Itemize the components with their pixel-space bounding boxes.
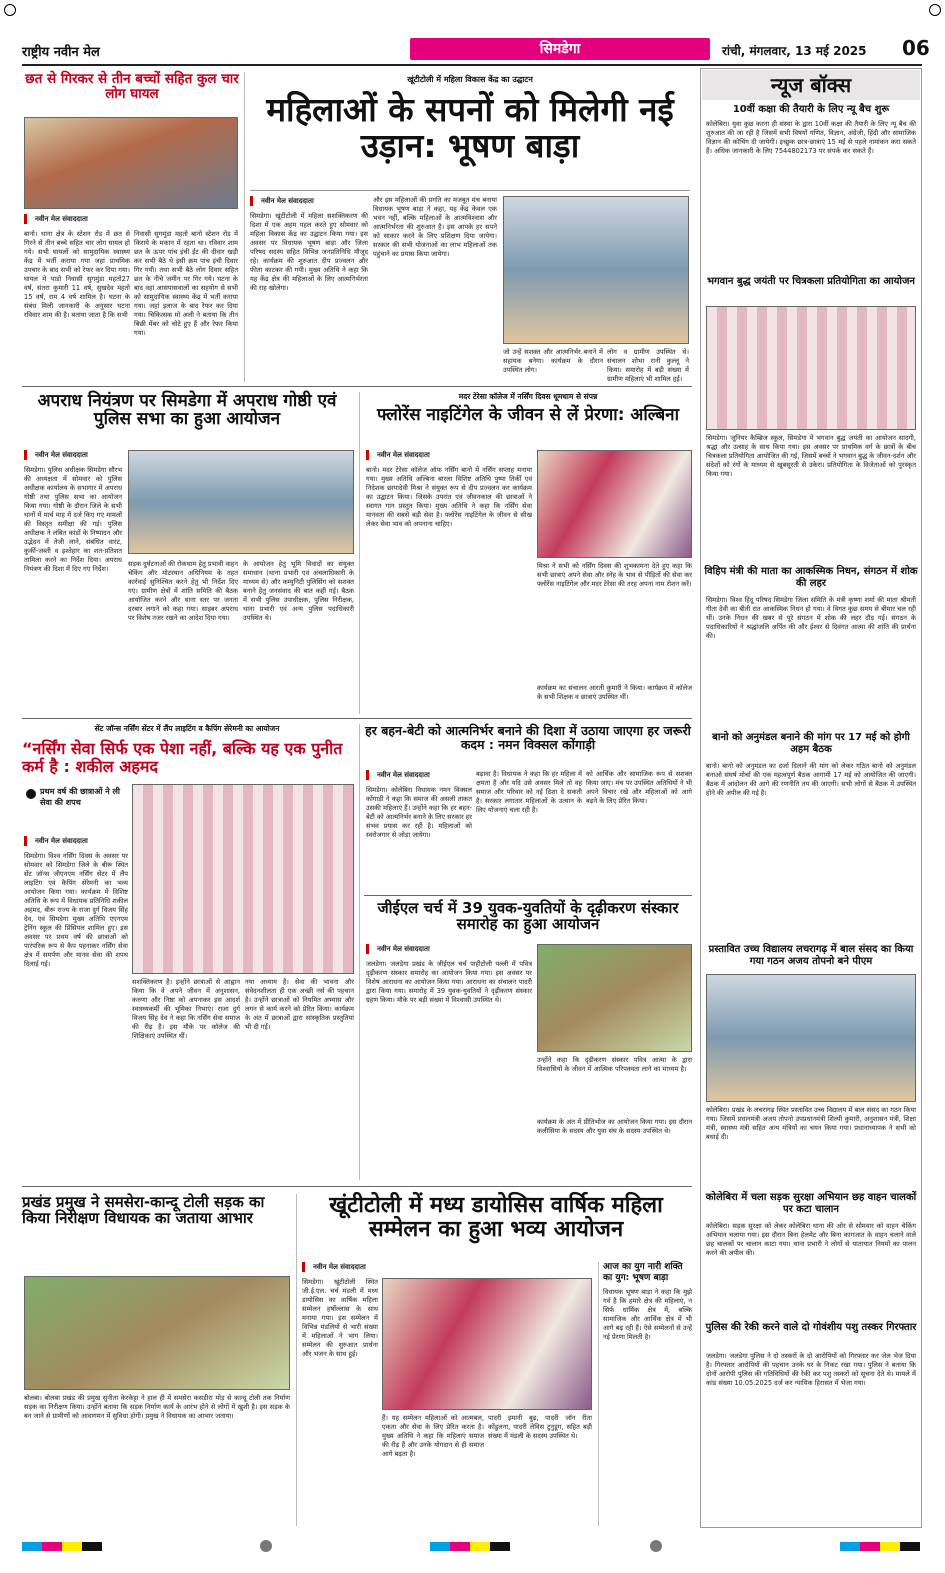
section-rule: [22, 1186, 692, 1187]
newsbox-item1-body: कोलेबिरा। युवा कुछ करना ही संस्था के द्वारा 10वीं कक्षा की तैयारी के लिए न्यू बैच की शुरुआत की जा रही है जिसमें सभी विषयों गणित, विज्ञान, अंग्रेजी, हिंदी और सामाजिक विज्ञान की कोचिंग दी जायेगी। इच्छुक छात्र-छात्राएं 15 मई से पहले नामांकन करा सकते हैं। अधिक जानकारी के लिए 7544802173 पर संपर्क कर सकते हैं।: [706, 120, 916, 155]
newsbox-item3-title: विहिप मंत्री की माता का आकस्मिक निधन, संगठन में शोक की लहर: [704, 566, 918, 589]
newsbox-item2-title: भगवान बुद्ध जयंती पर चित्रकला प्रतियोगिता का आयोजन: [707, 276, 915, 287]
newsbox-item2-photo: [706, 306, 916, 430]
story1-body-col1: बानो। थाना क्षेत्र के स्टेशन रोड में छत से गिरने से तीन बच्चे सहित चार लोग घायल हो गये। सभी घायलों को सामुदायिक स्वास्थ्य केंद्र में भर्ती कराया गया जहां प्राथमिक उपचार के बाद सभी को रेफर कर दिया गया। घायल मे पाडो निवासी सुगमुंडा महतो27 वर्ष, संतरा कुमारी 11 वर्ष, सुखदेव महतो 15 वर्ष, राम 4 वर्ष शामिल है। घटना के संबंध मिली जानकारी के अनुसार घटना रविवार शाम की है। बताया जाता है कि सभी: [24, 230, 130, 319]
section-rule: [364, 895, 692, 896]
registration-mark-icon: [260, 1540, 272, 1552]
story3-body-col3: के आयोजन हेतु भूमि विवादों का संयुक्त समाधान (थाना प्रभारी एवं अंचलाधिकारी के माध्यम से) और कम्युनिटी पुलिसिंग को सशक्त बनाने हेतु जनसंवाद की बात कही गई। बैठक में सभी पुलिस उपाधीक्षक, पुलिस निरीक्षक, थाना प्रभारी एवं अन्य पुलिस पदाधिकारी उपस्थित थे।: [243, 560, 354, 622]
story8-headline: प्रखंड प्रमुख ने समसेरा-कान्दू टोली सड़क का किया निरीक्षण विधायक का जताया आभार: [22, 1193, 265, 1228]
column-rule: [359, 724, 360, 1180]
story7-photo-caption: उन्होंने कहा कि दृढ़ीकरण संस्कार पवित्र आत्मा के द्वारा विश्वासियों के जीवन में आत्मिक परिपक्वता लाने का माध्यम है।: [537, 1056, 692, 1073]
page-number: 06: [902, 36, 930, 60]
story5-body-col2: सशक्तिकरण है। इन्होंने छात्राओं से आह्वान किया कि वे अपने जीवन में अनुशासन, करुणा और निष्ठा को अपनाकर इस आदर्श स्वास्थ्यकर्मी की भूमिका निभाएं। राजा दुर्ग विजय सिंह देव ने कहा कि नर्सिंग सेवा समाज की रीढ़ है। इस मौके पर कॉलेज की शिक्षिकाएं उपस्थित थीं।: [132, 978, 240, 1040]
story6-body-col2: बढ़ावा है। विधायक ने कहा कि हर महिला में क्षमता है और यदि उसे अवसर मिले तो वह समाज और परिवार को नई दिशा दे सकती है। सरकार लगातार महिलाओं के उत्थान के लिए योजनाएं चला रही है।: [476, 770, 582, 814]
story3-byline: नवीन मेल संवाददाता: [24, 450, 124, 460]
story3-photo: [128, 450, 354, 554]
masthead-rule: [22, 64, 922, 66]
section-banner: [410, 38, 710, 60]
newsbox-item5-photo: [706, 974, 916, 1102]
story2-kicker: खूंटीटोली में महिला विकास केंद्र का उद्घाटन: [407, 75, 533, 84]
story6-body-col1: सिमडेगा। कोलेबिरा विधायक नमन विक्सल कोंगाड़ी ने कहा कि समाज की असली ताकत उसकी महिलाएं हैं। उन्होंने कहा कि हर बहन-बेटी को आत्मनिर्भर बनाने के लिए सरकार हर संभव प्रयास कर रही है। महिलाओं को स्वरोजगार से जोड़ा जायेगा।: [366, 786, 472, 839]
dateline: रांची, मंगलवार, 13 मई 2025: [722, 44, 867, 58]
story6-headline: हर बहन-बेटी को आत्मनिर्भर बनाने की दिशा में उठाया जाएगा हर जरूरी कदम : नमन विक्सल कोंगाड़ी: [365, 723, 691, 752]
newsbox-header: [702, 70, 920, 100]
story2-headline: महिलाओं के सपनों को मिलेगी नई उड़ान: भूषण बाड़ा: [266, 90, 674, 165]
story2-body-col2: और इस महिलाओं की प्रगति का मजबूत मंच बनाया विधायक भूषण बाड़ा ने कहा, यह केंद्र केवल एक भवन नहीं, बल्कि महिलाओं के आत्मविश्वास और आत्मनिर्भरता की शुरुआत है। इस आपके हर सपने को साकार करने के लिए प्रशिक्षण दिया जायेगा। सरकार की सभी योजनाओं का लाभ महिलाओं तक पहुंचाने का प्रयास किया जायेगा।: [373, 196, 497, 258]
story2-byline: नवीन मेल संवाददाता: [250, 196, 370, 206]
story6-body-col3: को आर्थिक और सामाजिक रूप से सशक्त किया जाए। मंच पर उपस्थित अतिथियों ने भी अपने विचार रखे और महिलाओं को आगे बढ़ने के लिए प्रेरित किया।: [586, 770, 692, 805]
story5-bullet-icon: [26, 789, 36, 799]
story9-headline: खूंटीटोली में मध्य डायोसिस वार्षिक महिला सम्मेलन का हुआ भव्य आयोजन: [329, 1193, 663, 1242]
story4-headline: फ्लोरेंस नाइटिंगेल के जीवन से लें प्रेरणा: अल्बिना: [376, 405, 680, 425]
story7-byline: नवीन मेल संवाददाता: [366, 944, 476, 954]
masthead: [22, 36, 930, 62]
column-rule: [296, 1194, 297, 1526]
column-rule: [244, 72, 245, 382]
registration-mark-icon: [929, 4, 941, 16]
story5-body-col1: सिमडेगा। विश्व नर्सिंग दिवस के अवसर पर सोमवार को सिमडेगा जिले के बीरू स्थित सेंट जॉन्स जीएनएम नर्सिंग सेंटर में लैंप लाइटिंग एवं कैपिंग सेरेमनी का भव्य आयोजन किया गया। कार्यक्रम में विशिष्ट अतिथि के रूप में विधायक प्रतिनिधि शकील अहमद, बीरू राज्य के राजा दुर्ग विजय सिंह देव, एवं सिमडेगा मुख्य अतिथि एएनएम ट्रेनिंग स्कूल की प्रिंसिपल शामिल हुए। इस अवसर पर प्रथम वर्ष की छात्राओं को पारंपरिक रूप से कैप पहनाकर नर्सिंग सेवा क्षेत्र में समर्पण और मानव सेवा की शपथ दिलाई गई।: [24, 852, 128, 968]
story3-body-col2: सड़क दुर्घटनाओं की रोकथाम हेतु प्रभावी वाहन चेकिंग और मोटरयान अधिनियम के तहत कार्रवाई सुनिश्चित करने हेतु भी निर्देश दिए गए। ग्रामीण क्षेत्रों में शांति समिति की बैठक आयोजित करने और थाना स्तर पर जनता दरबार लगाने को कहा गया। साइबर अपराध पर विशेष नजर रखने का आदेश दिया गया।: [128, 560, 238, 622]
story1-body-col2: निवासी सुगमुंडा महतो बानो स्टेशन रोड में किराये के मकान में रहता था। रविवार शाम छत के ऊपर पांच इंची ईंट की दीवार खड़ी कर सभी बैठे थे इसी क्रम पांच इंची दिवार गिर गयी। तथा सभी बैठे लोग दिवार सहित छत के नीचे जमीन पर गिर गये। घटना के बाद वहां आसपासवालों का सहयोग से सभी को सामुदायिक स्वास्थ्य केंद्र में भर्ती कराया गया। जहां इलाज के बाद रेफर कर दिया गया। चिकित्सक मो अली ने बताया कि तीन बिछी मेंबर को चोटे हुए हैं और रेफर किया गया।: [134, 230, 238, 337]
story4-photo-caption: मिश्रा ने सभी को नर्सिंग दिवस की शुभकामना देते हुए कहा कि सभी छात्राएं अपने सेवा और स्नेह के भाव से पीड़ितों की सेवा कर फ्लोरेंस नाइटिंगेल और मदर टेरेसा की तरह अपना नाम रोशन करें।: [537, 562, 692, 588]
color-bar: [840, 1542, 920, 1551]
newsbox-item6-body: कोलेबिरा। सड़क सुरक्षा को लेकर कोलेबिरा थाना की ओर से सोमवार को वाहन चेकिंग अभियान चलाया गया। इस दौरान बिना हेलमेट और बिना कागजात के वाहन चलाने वाले छह चालकों पर चालान काटा गया। थाना प्रभारी ने लोगों से यातायात नियमों का पालन करने की अपील की।: [706, 1222, 916, 1257]
story9-body-col2: हैं। यह सम्मेलन महिलाओं को आत्मबल, एकता और सेवा के लिए प्रेरित करता है। मुख्य अतिथि ने कहा कि महिलाएं समाज की रीढ़ हैं और उनके योगदान से ही समाज आगे बढ़ता है।: [382, 1414, 484, 1458]
story6-byline: नवीन मेल संवाददाता: [366, 770, 476, 780]
story3-headline: अपराध नियंत्रण पर सिमडेगा में अपराध गोष्ठी एवं पुलिस सभा का हुआ आयोजन: [37, 391, 337, 430]
newsbox-item4-body: बानो। बानो को अनुमंडल का दर्जा दिलाने की मांग को लेकर गठित बानो को अनुमंडल बनाओ संघर्ष मोर्चा की एक महत्वपूर्ण बैठक आगामी 17 मई को आयोजित की जाएगी। बैठक में आंदोलन की आगे की रणनीति तय की जाएगी। सभी लोगों से बैठक में उपस्थित होने की अपील की गई है।: [706, 762, 916, 797]
section-title: सिमडेगा: [539, 41, 581, 57]
story9-photo: [382, 1278, 592, 1410]
registration-mark-icon: [4, 4, 16, 16]
newsbox-item5-body: कोलेबिरा। प्रखंड के लचरागढ़ स्थित प्रस्तावित उच्च विद्यालय में बाल संसद का गठन किया गया। जिसमें प्रधानमंत्री अजय तोपनो उपप्रधानमंत्री शिल्पी कुमारी, अनुशासन मंत्री, शिक्षा मंत्री, स्वास्थ्य मंत्री सहित अन्य मंत्रियों का चयन किया गया। प्रधानाध्यापक ने सभी को बधाई दी।: [706, 1106, 916, 1141]
story3-body-col1: सिमडेगा। पुलिस अधीक्षक सिमडेगा सौरभ की अध्यक्षता में सोमवार को पुलिस अधीक्षक कार्यालय के सभागार में अपराध गोष्ठी तथा पुलिस सभा का आयोजन किया गया। गोष्ठी के दौरान जिले के सभी थानों में मार्च माह में दर्ज किए गए मामलों की विस्तृत समीक्षा की गई। पुलिस अधीक्षक ने लंबित कांडों के निष्पादन और उद्भेदन में तेजी लाने, संबंधित वारंट, कुर्की-जब्ती व इश्तेहार का शत-प्रतिशत तामिला करने का निर्देश दिया। अपराध नियंत्रण की दिशा में दिए गए निर्देश।: [24, 466, 122, 573]
story7-headline: जीईएल चर्च में 39 युवक-युवतियों के दृढ़ीकरण संस्कार समारोह का हुआ आयोजन: [377, 899, 679, 934]
newsbox-item3-body: सिमडेगा। विश्व हिंदू परिषद सिमडेगा जिला समिति के मंत्री कृष्णा शर्मा की माता श्रीमती गीता देवी का बीती रात आकस्मिक निधन हो गया। वे विगत कुछ समय से बीमार चल रही थीं। उनके निधन की खबर से पूरे संगठन में शोक की लहर दौड़ गई। संगठन के पदाधिकारियों ने श्रद्धांजलि अर्पित की और ईश्वर से दिवंगत आत्मा की शांति की प्रार्थना की।: [706, 596, 916, 640]
story9-sidebar-title: आज का युग नारी शक्ति का युग: भूषण बाड़ा: [603, 1262, 683, 1283]
story4-kicker: मदर टेरेसा कॉलेज में नर्सिंग दिवस धूमधाम से संपन्न: [458, 392, 598, 401]
story9-body-col1: सिमडेगा। खूंटीटोली स्थित जी.ई.एल. चर्च मंडली में मध्य डायोसिस का वार्षिक महिला सम्मेलन हर्षोल्लास के साथ मनाया गया। इस सम्मेलन में विभिन्न मंडलियों से भारी संख्या में महिलाओं ने भाग लिया। सम्मेलन की शुरुआत प्रार्थना और भजन के साथ हुई।: [302, 1278, 378, 1358]
section-rule: [22, 386, 692, 387]
newsbox-item6-title: कोलेबिरा में चला सड़क सुरक्षा अभियान छह वाहन चालकों पर कटा चालान: [705, 1192, 917, 1215]
story4-body-col1: बानो। मदर टेरेसा कॉलेज ऑफ नर्सिंग बानो में नर्सिंग सप्ताह मनाया गया। मुख्य अतिथि अल्बिना बारला विशिष्ट अतिथि पुष्पा तिर्की एवं निदेशक छायादेवी मिश्रा ने संयुक्त रूप से दीप प्रज्वलन कर कार्यक्रम का उद्घाटन किया। जिसके उपरांत एवं जीवनकाल की छात्राओं ने स्वागत गान प्रस्तुत किया। मुख्य अतिथि ने कहा कि नर्सिंग सेवा मानवता की सबसे बड़ी सेवा है। फ्लोरेंस नाइटिंगेल के जीवन से सीख लेकर सेवा भाव को अपनाना चाहिए।: [366, 466, 532, 528]
story5-byline: नवीन मेल संवाददाता: [24, 836, 124, 846]
newspaper-logo: राष्ट्रीय नवीन मेल: [22, 45, 100, 60]
color-bar: [430, 1542, 510, 1551]
story8-photo: [24, 1276, 290, 1390]
color-bar: [22, 1542, 102, 1551]
story9-sidebar-body: विधायक भूषण बाड़ा ने कहा कि मुझे गर्व है कि हमारे क्षेत्र की महिलाएं, न सिर्फ धार्मिक क्षेत्र में, बल्कि सामाजिक और आर्थिक क्षेत्र में भी आगे बढ़ रही हैं। ऐसे सम्मेलनों से उन्हें नई प्रेरणा मिलती है।: [603, 1288, 692, 1341]
column-rule: [359, 392, 360, 714]
story4-byline: नवीन मेल संवाददाता: [366, 450, 476, 460]
newsbox-title: न्यूज बॉक्स: [770, 73, 852, 97]
story5-headline: “नर्सिंग सेवा सिर्फ एक पेशा नहीं, बल्कि यह एक पुनीत कर्म है : शकील अहमद: [22, 739, 343, 776]
story5-subhead: प्रथम वर्ष की छात्राओं ने ली सेवा की शपथ: [40, 787, 120, 807]
newsbox-item2-body: सिमडेगा। जूनियर कैम्ब्रिज स्कूल, सिमडेगा में भगवान बुद्ध जयंती का आयोजन सादगी, श्रद्धा और उत्साह के साथ किया गया। इस अवसर पर प्राथमिक वर्ग के छात्रों के बीच चित्रकला प्रतियोगिता आयोजित की गई, जिसमें बच्चों ने भगवान बुद्ध के जीवन-दर्शन और संदेशों को रंगों के माध्यम से खूबसूरती से उकेरा। प्रतियोगिता के विजेताओं को पुरस्कृत किया गया।: [706, 434, 916, 478]
newsbox-item7-body: जलडेगा। जलडेगा पुलिस ने दो तस्करों के दो आरोपियों को गिरफ्तार कर जेल भेज दिया है। गिरफ्तार आरोपियों की पहचान उनके घर के निकट रखा गया। पुलिस ने बताया कि दोनों आरोपी पुलिस की गतिविधियों की रेकी कर पशु तस्करों को सूचना देते थे। मामले में कांड संख्या 10.05.2025 दर्ज कर न्यायिक हिरासत में भेजा गया।: [706, 1352, 916, 1387]
newsbox-item1-title: 10वीं कक्षा की तैयारी के लिए न्यू बैच शुरू: [732, 104, 890, 115]
story4-body-col2: कार्यक्रम का संचालन आरती कुमारी ने किया। कार्यक्रम में कॉलेज के सभी शिक्षक व छात्राएं उपस्थित थीं।: [537, 684, 692, 701]
story8-body: बोलबा। बोलबा प्रखंड की प्रमुख सुनीता केरकेट्टा ने हाल ही में समसेरा कसडीरा मोड़ से कान्दू टोली तक निर्माण सड़क का निरीक्षण किया। उन्होंने बताया कि सड़क निर्माण कार्य के आरंभ होने से लोगों में खुशी है। इस सड़क के बन जाने से ग्रामीणों को आवागमन में सुविधा होगी। प्रमुख ने विधायक का आभार जताया।: [24, 1394, 290, 1420]
story2-rule: [250, 190, 690, 191]
story5-body-col3: नया अध्याय है। सेवा की भावना और संवेदनशीलता ही एक अच्छी नर्स की पहचान है। उन्होंने छात्राओं को नियमित अभ्यास और लगन से कार्य करने को प्रेरित किया। कार्यक्रम के अंत में छात्राओं द्वारा सांस्कृतिक प्रस्तुतियां भी दी गईं।: [245, 978, 354, 1031]
story5-kicker: सेंट जॉन्स नर्सिंग सेंटर में लैंप लाइटिंग व कैपिंग सेरेमनी का आयोजन: [94, 724, 280, 733]
story7-body-col2: कार्यक्रम के अंत में प्रीतिभोज का आयोजन किया गया। इस दौरान कलीसिया के सदस्य और युवा संघ के सदस्य उपस्थित थे।: [537, 1118, 692, 1135]
story2-body-col1: सिमडेगा। खूंटीटोली में महिला सशक्तिकरण की दिशा में एक अहम पहल करते हुए सोमवार को महिला विकास केंद्र का उद्घाटन किया गया। इस अवसर पर विधायक भूषण बाड़ा और जिला परिषद सदस्य सहित विभिन्न जनप्रतिनिधि मौजूद रहे। कार्यक्रम की शुरुआत दीप प्रज्वलन और फीता काटकर की गयी। मुख्य अतिथि ने कहा कि यह केंद्र क्षेत्र की महिलाओं के लिए आत्मनिर्भरता की राह खोलेगा।: [250, 212, 368, 292]
story7-photo: [537, 944, 692, 1052]
story2-photo-caption: जो उन्हें सशक्त और आत्मनिर्भर बनाने में सहायक बनेगा। कार्यक्रम के दौरान उपस्थित लोग।: [503, 348, 603, 374]
story9-sidebar: [598, 1262, 692, 1526]
story4-photo: [537, 450, 692, 558]
story1-headline: छत से गिरकर से तीन बच्चों सहित कुल चार लोग घायल: [25, 71, 239, 102]
section-rule: [22, 718, 692, 719]
story1-byline: नवीन मेल संवाददाता: [24, 214, 238, 224]
story9-body-col3: पादरी इमानी बुढ़, पादरी जॉन रीता कोंडुलना, पादरी लेविस टुनुडूग, सहित बड़ी संख्या में मंडली के सदस्य उपस्थित थे।: [488, 1414, 592, 1440]
story5-photo: [132, 784, 354, 974]
newsbox-item4-title: बानो को अनुमंडल बनाने की मांग पर 17 मई को होगी अहम बैठक: [712, 732, 910, 755]
story2-body-col3: लोग व ग्रामीण उपस्थित थे। संचालन शोभा रानी कुल्लू ने किया। समारोह में बड़ी संख्या में ग्रामीण महिलाएं भी शामिल हुईं।: [607, 348, 689, 382]
story9-byline: नवीन मेल संवाददाता: [302, 1262, 412, 1272]
registration-mark-icon: [650, 1540, 662, 1552]
newsbox-item7-title: पुलिस की रेकी करने वाले दो गोवंशीय पशु तस्कर गिरफ्तार: [705, 1322, 917, 1333]
story1-photo: [24, 117, 238, 209]
story7-body-col1: जलडेगा। जलडेगा प्रखंड के जीईएल चर्च पाहीटोली पल्ली में पवित्र दृढ़ीकरण संस्कार समारोह का आयोजन किया गया। इस अवसर पर विशेष आराधना का आयोजन किया गया। आराधना का संचालन पादरी द्वारा किया गया। समारोह में 39 युवक-युवतियों ने दृढ़ीकरण संस्कार ग्रहण किया। मौके पर बड़ी संख्या में विश्वासी उपस्थित थे।: [366, 960, 532, 1004]
story2-photo: [503, 196, 689, 344]
newsbox-item5-title: प्रस्तावित उच्च विद्यालय लचरागढ़ में बाल संसद का किया गया गठन अजय तोपनो बने पीएम: [708, 944, 914, 967]
